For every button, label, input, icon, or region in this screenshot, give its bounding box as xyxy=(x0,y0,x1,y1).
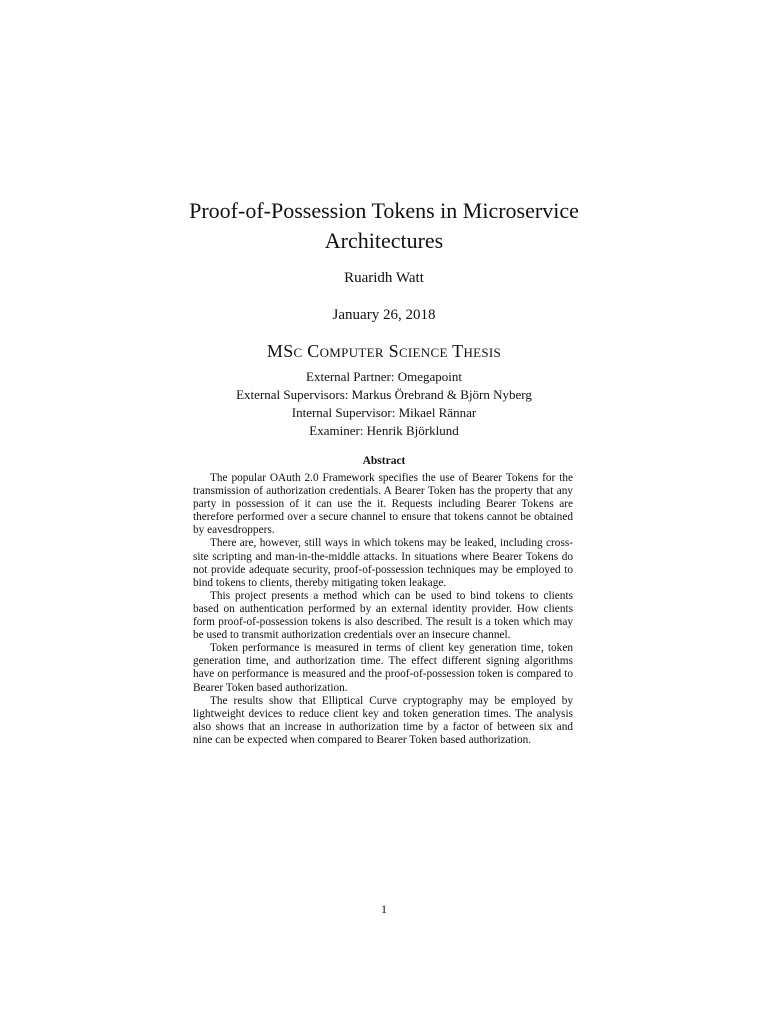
abstract-paragraph: Token performance is measured in terms of client key generation time, token generation time, and authorization time. The effect different signing algorithms have on performance is measured and the proof-of-possession token is compared to Bearer Token based authorization. xyxy=(193,642,573,694)
external-partner: External Partner: Omegapoint xyxy=(306,369,462,384)
document-date: January 26, 2018 xyxy=(332,307,436,323)
abstract-paragraph: The popular OAuth 2.0 Framework specifies the use of Bearer Tokens for the transmission of authorization credentials. A Bearer Token has the property that any party in possession of it can use the it. Requests including Bearer Tokens are therefore performed over a secure channel to ensure that tokens cannot be obtained by eavesdroppers. xyxy=(193,472,573,537)
author-name: Ruaridh Watt xyxy=(344,270,424,286)
abstract-paragraph: The results show that Elliptical Curve cryptography may be employed by lightweight devices to reduce client key and token generation times. The analysis also shows that an increase in authorization time by a factor of between six and nine can be expected when compared to Bearer Token based authorization. xyxy=(193,694,573,746)
internal-supervisor: Internal Supervisor: Mikael Rännar xyxy=(291,405,477,420)
thesis-type: MSc Computer Science Thesis xyxy=(266,341,502,361)
abstract-paragraph: This project presents a method which can be used to bind tokens to clients based on authentication performed by an external identity provider. How clients form proof-of-possession tokens is also described. The result is a token which may be used to transmit authorization credentials over an insecure channel. xyxy=(193,589,573,642)
examiner: Examiner: Henrik Björklund xyxy=(309,423,459,438)
document-title: Proof-of-Possession Tokens in Microservice Architectures xyxy=(189,198,579,253)
abstract-heading: Abstract xyxy=(362,455,406,467)
external-supervisors: External Supervisors: Markus Örebrand & Björn Nyberg xyxy=(236,387,532,402)
supervision-list xyxy=(134,368,634,440)
page-number: 1 xyxy=(381,902,387,916)
abstract-paragraph: There are, however, still ways in which tokens may be leaked, including cross-site scripting and man-in-the-middle attacks. In situations where Bearer Tokens do not provide adequate security, proof-of-possession techniques may be employed to bind tokens to clients, thereby mitigating token leakage. xyxy=(193,537,573,589)
abstract-body xyxy=(193,472,573,747)
